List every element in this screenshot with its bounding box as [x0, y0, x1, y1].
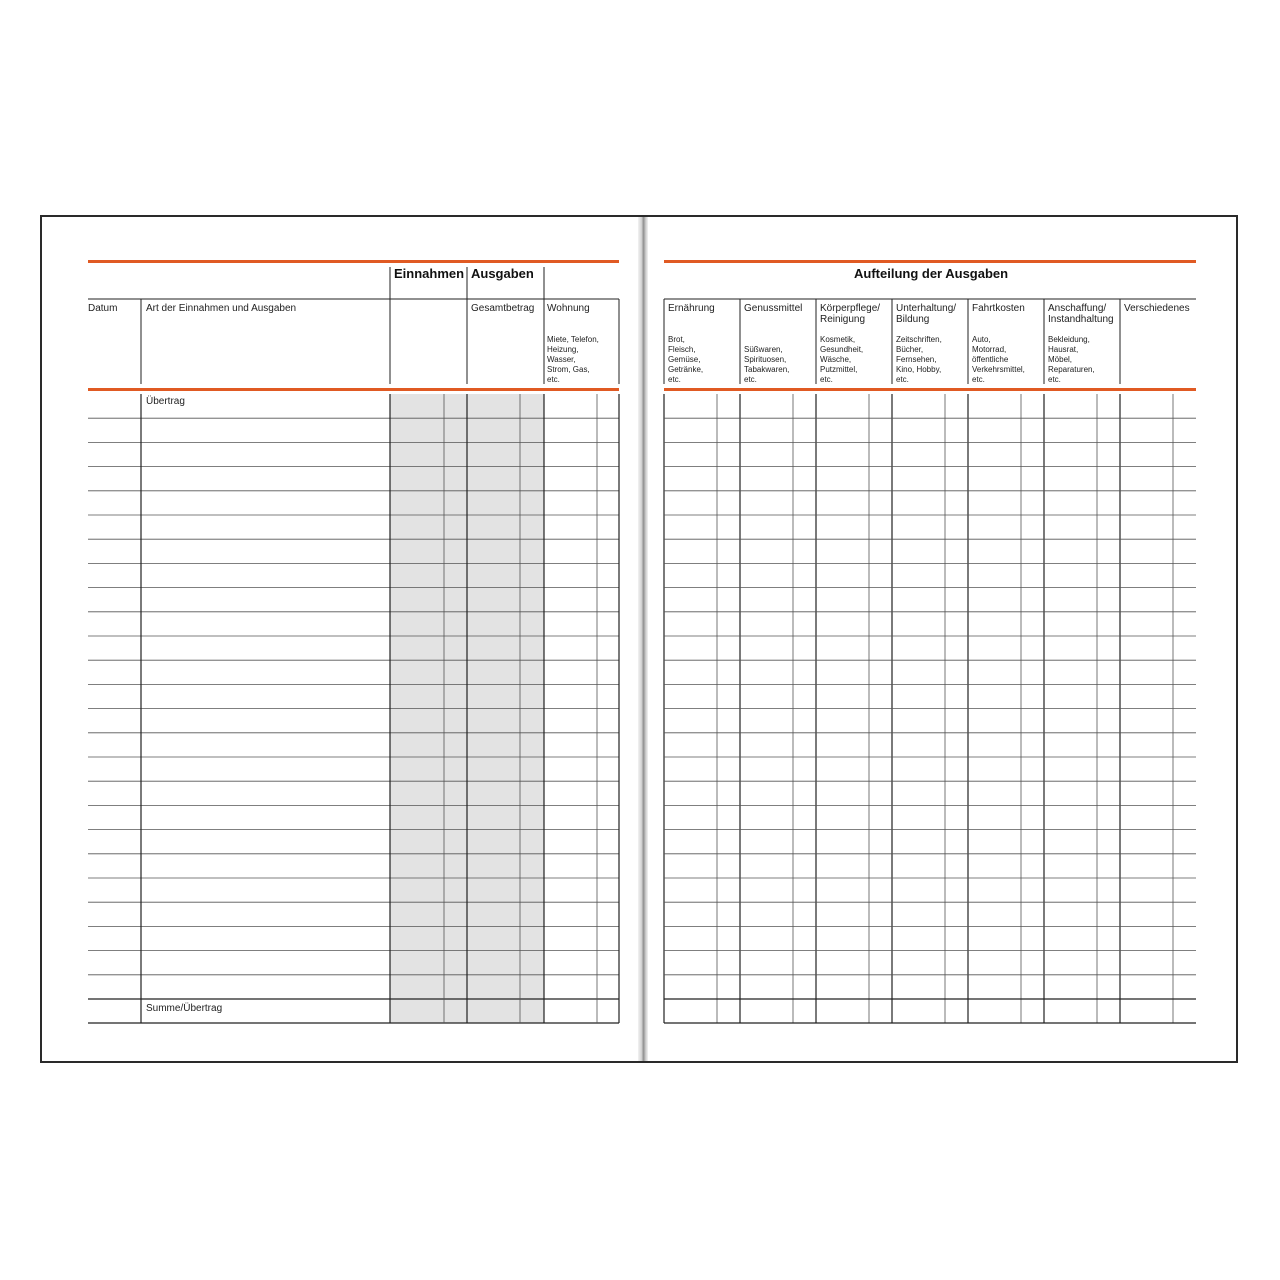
left-page: [42, 217, 638, 1061]
book-gutter: [638, 217, 648, 1061]
housing-header: Wohnung: [547, 303, 590, 314]
category-examples: Zeitschriften, Bücher, Fernsehen, Kino, Hobby, etc.: [896, 335, 942, 384]
expenses-header: Ausgaben: [471, 266, 534, 281]
category-header-label: Genussmittel: [744, 303, 803, 314]
category-header-label: Fahrtkosten: [972, 303, 1025, 314]
header-accent-rule: [88, 388, 619, 391]
sum-carry-over-label: Summe/Übertrag: [146, 1003, 223, 1014]
category-header-label: Anschaffung/ Instandhaltung: [1048, 303, 1114, 325]
date-header: Datum: [88, 303, 118, 314]
description-header: Art der Einnahmen und Ausgaben: [146, 303, 297, 314]
category-examples: Süßwaren, Spirituosen, Tabakwaren, etc.: [744, 345, 790, 384]
category-examples: Auto, Motorrad, öffentliche Verkehrsmittel, etc.: [972, 335, 1025, 384]
carry-over-label: Übertrag: [146, 396, 185, 407]
category-header-label: Unterhaltung/ Bildung: [896, 303, 957, 325]
top-accent-rule: [88, 260, 619, 263]
category-header-label: Körperpflege/ Reinigung: [820, 303, 881, 325]
category-header-label: Ernährung: [668, 303, 715, 314]
category-examples: Brot, Fleisch, Gemüse, Getränke, etc.: [668, 335, 704, 384]
right-page: [648, 217, 1238, 1061]
category-examples: Bekleidung, Hausrat, Möbel, Reparaturen, etc.: [1048, 335, 1095, 384]
header-accent-rule: [664, 388, 1196, 391]
ledger-book: [40, 215, 1238, 1063]
income-header: Einnahmen: [394, 266, 465, 281]
category-examples: Kosmetik, Gesundheit, Wäsche, Putzmittel, etc.: [820, 335, 864, 384]
housing-examples: Miete, Telefon, Heizung, Wasser, Strom, Gas, etc.: [547, 335, 599, 384]
total-header: Gesamtbetrag: [471, 303, 535, 314]
top-accent-rule: [664, 260, 1196, 263]
category-header-label: Verschiedenes: [1124, 303, 1190, 314]
expense-breakdown-title: Aufteilung der Ausgaben: [854, 266, 1009, 281]
